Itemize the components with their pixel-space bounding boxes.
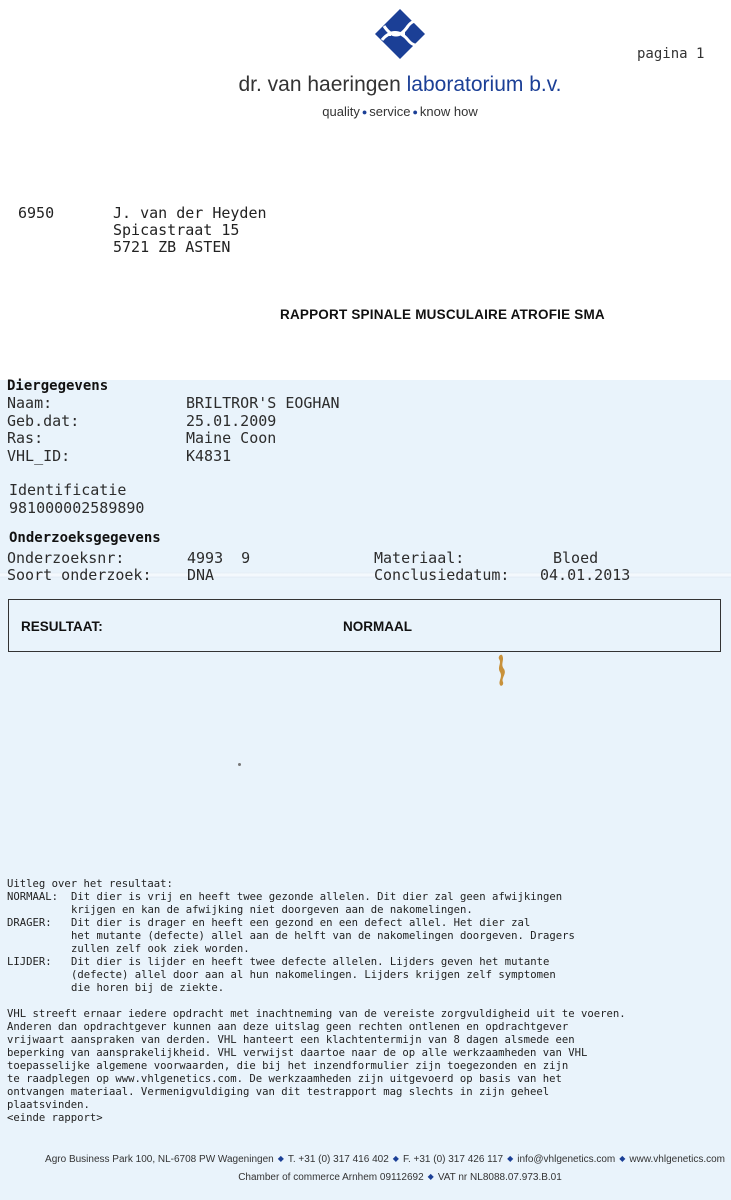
birthdate-label: Geb.dat: — [7, 412, 80, 430]
speck-mark — [238, 763, 241, 766]
recipient-code: 6950 — [18, 204, 55, 222]
explanation-line: die horen bij de ziekte. — [71, 982, 225, 994]
investigation-type-value: DNA — [187, 566, 215, 584]
footer-contact — [0, 1154, 731, 1165]
explanation-line: Dit dier is lijder en heeft twee defecte allelen. Lijders geven het mutante — [71, 956, 550, 968]
explanation-line: Dit dier is vrij en heeft twee gezonde allelen. Dit dier zal geen afwijkingen — [71, 891, 563, 903]
dna-logo-icon — [374, 8, 426, 60]
result-label: RESULTAAT: — [21, 619, 103, 634]
disclaimer-line: plaatsvinden. — [7, 1099, 90, 1111]
recipient-name: J. van der Heyden — [113, 204, 267, 222]
tagline — [0, 104, 731, 119]
footer-vat: VAT nr NL8088.07.973.B.01 — [437, 1172, 562, 1183]
disclaimer-line: VHL streeft ernaar iedere opdracht met inachtneming van de vereiste zorgvuldigheid uit te voeren. — [7, 1008, 626, 1020]
tagline-quality: quality — [322, 104, 360, 119]
investigation-nr-value: 4993 9 — [187, 549, 251, 567]
end-of-report: <einde rapport> — [7, 1112, 103, 1124]
disclaimer-line: Anderen dan opdrachtgever kunnen aan deze uitslag geen rechten ontlenen en opdrachtgever — [7, 1021, 569, 1033]
page-number: pagina 1 — [637, 46, 705, 62]
result-value: NORMAAL — [343, 619, 412, 634]
material-label: Materiaal: — [374, 549, 465, 567]
vhl-id-value: K4831 — [186, 447, 232, 465]
investigation-nr-label: Onderzoeksnr: — [7, 549, 125, 567]
investigation-section-title: Onderzoeksgegevens — [9, 530, 161, 546]
breed-label: Ras: — [7, 429, 44, 447]
lab-name-part2: laboratorium b.v. — [406, 73, 562, 96]
explanation-heading: Uitleg over het resultaat: — [7, 878, 173, 890]
term-normaal: NORMAAL: — [7, 891, 59, 903]
disclaimer-line: toepasselijke algemene voorwaarden, die bij het inzendformulier zijn toegezonden en zijn — [7, 1060, 569, 1072]
result-box — [8, 599, 721, 652]
bullet-icon: ● — [412, 107, 418, 117]
diamond-icon: ◆ — [507, 1154, 514, 1163]
footer-chamber: Chamber of commerce Arnhem 09112692 — [238, 1172, 424, 1183]
vhl-id-label: VHL_ID: — [7, 447, 71, 465]
recipient-city: 5721 ZB ASTEN — [113, 238, 231, 256]
diamond-icon: ◆ — [277, 1154, 284, 1163]
disclaimer-line: ontvangen materiaal. Vermenigvuldiging van dit testrapport mag slechts in zijn geheel — [7, 1086, 550, 1098]
diamond-icon: ◆ — [619, 1154, 626, 1163]
diamond-icon: ◆ — [392, 1154, 399, 1163]
lab-name-part1: dr. van haeringen — [238, 73, 401, 96]
lab-name — [0, 73, 731, 97]
tagline-service: service — [369, 104, 411, 119]
disclaimer-line: beperking van aansprakelijkheid. VHL verwijst daartoe naar de op alle werkzaamheden van VHL — [7, 1047, 588, 1059]
birthdate-value: 25.01.2009 — [186, 412, 277, 430]
animal-name-label: Naam: — [7, 394, 53, 412]
breed-value: Maine Coon — [186, 429, 277, 447]
explanation-line: zullen zelf ook ziek worden. — [71, 943, 250, 955]
explanation-line: het mutante (defecte) allel aan de helft van de nakomelingen doorgeven. Dragers — [71, 930, 575, 942]
recipient-street: Spicastraat 15 — [113, 221, 240, 239]
diamond-icon: ◆ — [427, 1172, 434, 1181]
conclusion-date-value: 04.01.2013 — [540, 566, 631, 584]
footer-address: Agro Business Park 100, NL-6708 PW Wageningen — [45, 1154, 274, 1165]
explanation-line: krijgen en kan de afwijking niet doorgeven aan de nakomelingen. — [71, 904, 473, 916]
explanation-line: Dit dier is drager en heeft een gezond en een defect allel. Het dier zal — [71, 917, 531, 929]
term-lijder: LIJDER: — [7, 956, 52, 968]
disclaimer-line: vrijwaart aanspraken van derden. VHL hanteert een klachtentermijn van 8 dagen alsmede een — [7, 1034, 575, 1046]
tagline-knowhow: know how — [419, 104, 478, 119]
bullet-icon: ● — [361, 107, 368, 117]
report-title: RAPPORT SPINALE MUSCULAIRE ATROFIE SMA — [280, 307, 605, 322]
footer-fax: F. +31 (0) 317 426 117 — [402, 1154, 504, 1165]
identification-value: 981000002589890 — [9, 499, 145, 517]
footer-phone: T. +31 (0) 317 416 402 — [287, 1154, 389, 1165]
footer-email[interactable]: info@vhlgenetics.com — [517, 1154, 616, 1165]
explanation-line: (defecte) allel door aan al hun nakomelingen. Lijders krijgen zelf symptomen — [71, 969, 556, 981]
animal-name-value: BRILTROR'S EOGHAN — [186, 394, 340, 412]
material-value: Bloed — [553, 549, 599, 567]
disclaimer-line: te raadplegen op www.vhlgenetics.com. De werkzaamheden zijn uitgevoerd op basis van het — [7, 1073, 562, 1085]
investigation-type-label: Soort onderzoek: — [7, 566, 152, 584]
animal-section-title: Diergegevens — [7, 378, 109, 394]
conclusion-date-label: Conclusiedatum: — [374, 566, 510, 584]
stain-mark — [496, 654, 508, 688]
term-drager: DRAGER: — [7, 917, 52, 929]
footer-website[interactable]: www.vhlgenetics.com — [629, 1154, 725, 1165]
identification-label: Identificatie — [9, 481, 127, 499]
footer-registration — [0, 1172, 731, 1183]
